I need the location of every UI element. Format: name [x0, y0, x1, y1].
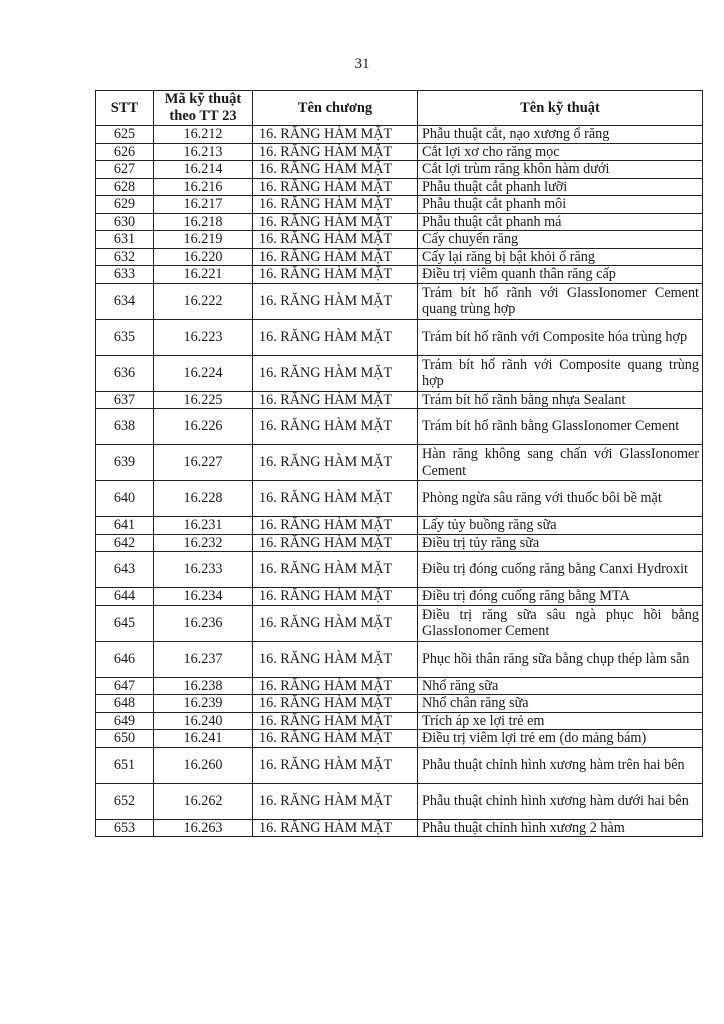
- table-row: [96, 231, 703, 249]
- table-row: [96, 730, 703, 748]
- cell-chapter: 16. RĂNG HÀM MẶT: [253, 517, 418, 535]
- cell-stt: 633: [96, 266, 154, 284]
- cell-chapter: 16. RĂNG HÀM MẶT: [253, 283, 418, 319]
- table-row: [96, 445, 703, 481]
- cell-stt: 647: [96, 677, 154, 695]
- cell-code: 16.216: [154, 178, 253, 196]
- cell-technique: Điều trị viêm lợi trẻ em (do mảng bám): [418, 730, 703, 748]
- table-row: [96, 712, 703, 730]
- cell-code: 16.231: [154, 517, 253, 535]
- table-row: [96, 552, 703, 588]
- cell-technique: Hàn răng không sang chấn với GlassIonomer Cement: [418, 445, 703, 481]
- cell-chapter: 16. RĂNG HÀM MẶT: [253, 819, 418, 837]
- cell-technique: Trám bít hố rãnh với Composite hóa trùng hợp: [418, 319, 703, 355]
- cell-chapter: 16. RĂNG HÀM MẶT: [253, 588, 418, 606]
- cell-code: 16.232: [154, 534, 253, 552]
- cell-technique: Lấy tủy buồng răng sữa: [418, 517, 703, 535]
- table-row: [96, 355, 703, 391]
- cell-stt: 627: [96, 161, 154, 179]
- cell-technique: Phẫu thuật chỉnh hình xương hàm trên hai bên: [418, 747, 703, 783]
- cell-stt: 642: [96, 534, 154, 552]
- cell-code: 16.236: [154, 605, 253, 641]
- cell-code: 16.260: [154, 747, 253, 783]
- cell-stt: 648: [96, 695, 154, 713]
- cell-chapter: 16. RĂNG HÀM MẶT: [253, 196, 418, 214]
- cell-chapter: 16. RĂNG HÀM MẶT: [253, 161, 418, 179]
- table-row: [96, 517, 703, 535]
- cell-technique: Trám bít hố rãnh với Composite quang trùng hợp: [418, 355, 703, 391]
- header-stt: STT: [96, 91, 154, 126]
- table-row: [96, 695, 703, 713]
- cell-code: 16.262: [154, 783, 253, 819]
- cell-technique: Trám bít hố rãnh bằng nhựa Sealant: [418, 391, 703, 409]
- cell-technique: Trám bít hố rãnh với GlassIonomer Cement quang trùng hợp: [418, 283, 703, 319]
- cell-chapter: 16. RĂNG HÀM MẶT: [253, 248, 418, 266]
- cell-code: 16.226: [154, 409, 253, 445]
- cell-technique: Điều trị răng sữa sâu ngà phục hồi bằng GlassIonomer Cement: [418, 605, 703, 641]
- cell-stt: 644: [96, 588, 154, 606]
- cell-technique: Điều trị viêm quanh thân răng cấp: [418, 266, 703, 284]
- cell-chapter: 16. RĂNG HÀM MẶT: [253, 409, 418, 445]
- cell-stt: 641: [96, 517, 154, 535]
- cell-code: 16.238: [154, 677, 253, 695]
- table-row: [96, 178, 703, 196]
- cell-stt: 638: [96, 409, 154, 445]
- cell-code: 16.237: [154, 641, 253, 677]
- cell-code: 16.263: [154, 819, 253, 837]
- cell-code: 16.234: [154, 588, 253, 606]
- cell-chapter: 16. RĂNG HÀM MẶT: [253, 481, 418, 517]
- cell-chapter: 16. RĂNG HÀM MẶT: [253, 747, 418, 783]
- cell-stt: 640: [96, 481, 154, 517]
- cell-stt: 650: [96, 730, 154, 748]
- cell-stt: 645: [96, 605, 154, 641]
- cell-code: 16.225: [154, 391, 253, 409]
- cell-code: 16.240: [154, 712, 253, 730]
- cell-chapter: 16. RĂNG HÀM MẶT: [253, 605, 418, 641]
- cell-technique: Phẫu thuật cắt phanh lưỡi: [418, 178, 703, 196]
- table-row: [96, 481, 703, 517]
- table-row: [96, 391, 703, 409]
- cell-code: 16.224: [154, 355, 253, 391]
- cell-stt: 651: [96, 747, 154, 783]
- cell-technique: Phẫu thuật cắt phanh môi: [418, 196, 703, 214]
- cell-technique: Phẫu thuật chỉnh hình xương 2 hàm: [418, 819, 703, 837]
- cell-chapter: 16. RĂNG HÀM MẶT: [253, 231, 418, 249]
- cell-stt: 631: [96, 231, 154, 249]
- table-row: [96, 747, 703, 783]
- cell-technique: Trích áp xe lợi trẻ em: [418, 712, 703, 730]
- cell-chapter: 16. RĂNG HÀM MẶT: [253, 641, 418, 677]
- cell-technique: Phẫu thuật cắt phanh má: [418, 213, 703, 231]
- cell-technique: Điều trị đóng cuống răng bằng MTA: [418, 588, 703, 606]
- cell-chapter: 16. RĂNG HÀM MẶT: [253, 266, 418, 284]
- cell-technique: Điều trị tủy răng sữa: [418, 534, 703, 552]
- table-row: [96, 605, 703, 641]
- header-technique: Tên kỹ thuật: [418, 91, 703, 126]
- table-row: [96, 196, 703, 214]
- cell-code: 16.223: [154, 319, 253, 355]
- cell-code: 16.227: [154, 445, 253, 481]
- table-row: [96, 213, 703, 231]
- cell-chapter: 16. RĂNG HÀM MẶT: [253, 178, 418, 196]
- cell-code: 16.217: [154, 196, 253, 214]
- cell-stt: 649: [96, 712, 154, 730]
- table-row: [96, 409, 703, 445]
- cell-stt: 635: [96, 319, 154, 355]
- cell-chapter: 16. RĂNG HÀM MẶT: [253, 695, 418, 713]
- cell-stt: 652: [96, 783, 154, 819]
- cell-technique: Cấy chuyển răng: [418, 231, 703, 249]
- cell-code: 16.218: [154, 213, 253, 231]
- cell-code: 16.212: [154, 126, 253, 144]
- cell-chapter: 16. RĂNG HÀM MẶT: [253, 783, 418, 819]
- cell-chapter: 16. RĂNG HÀM MẶT: [253, 712, 418, 730]
- cell-chapter: 16. RĂNG HÀM MẶT: [253, 319, 418, 355]
- cell-chapter: 16. RĂNG HÀM MẶT: [253, 355, 418, 391]
- cell-stt: 646: [96, 641, 154, 677]
- cell-code: 16.213: [154, 143, 253, 161]
- cell-chapter: 16. RĂNG HÀM MẶT: [253, 391, 418, 409]
- cell-technique: Phẫu thuật cắt, nạo xương ổ răng: [418, 126, 703, 144]
- cell-code: 16.233: [154, 552, 253, 588]
- cell-code: 16.219: [154, 231, 253, 249]
- table-row: [96, 319, 703, 355]
- cell-technique: Cắt lợi xơ cho răng mọc: [418, 143, 703, 161]
- cell-stt: 643: [96, 552, 154, 588]
- cell-chapter: 16. RĂNG HÀM MẶT: [253, 677, 418, 695]
- cell-chapter: 16. RĂNG HÀM MẶT: [253, 143, 418, 161]
- cell-chapter: 16. RĂNG HÀM MẶT: [253, 126, 418, 144]
- cell-stt: 634: [96, 283, 154, 319]
- cell-chapter: 16. RĂNG HÀM MẶT: [253, 730, 418, 748]
- table-row: [96, 534, 703, 552]
- cell-technique: Nhổ răng sữa: [418, 677, 703, 695]
- cell-stt: 639: [96, 445, 154, 481]
- techniques-table: [95, 90, 703, 837]
- cell-code: 16.241: [154, 730, 253, 748]
- cell-technique: Phục hồi thân răng sữa bằng chụp thép làm sẵn: [418, 641, 703, 677]
- cell-technique: Điều trị đóng cuống răng bằng Canxi Hydroxit: [418, 552, 703, 588]
- cell-code: 16.228: [154, 481, 253, 517]
- cell-technique: Cấy lại răng bị bật khỏi ổ răng: [418, 248, 703, 266]
- cell-stt: 636: [96, 355, 154, 391]
- table-row: [96, 248, 703, 266]
- table-row: [96, 143, 703, 161]
- cell-chapter: 16. RĂNG HÀM MẶT: [253, 213, 418, 231]
- cell-technique: Phẫu thuật chỉnh hình xương hàm dưới hai bên: [418, 783, 703, 819]
- header-code: Mã kỹ thuật theo TT 23: [154, 91, 253, 126]
- cell-technique: Trám bít hố rãnh bằng GlassIonomer Cement: [418, 409, 703, 445]
- cell-code: 16.239: [154, 695, 253, 713]
- cell-code: 16.222: [154, 283, 253, 319]
- table-body: [96, 126, 703, 837]
- cell-code: 16.220: [154, 248, 253, 266]
- cell-stt: 630: [96, 213, 154, 231]
- cell-code: 16.214: [154, 161, 253, 179]
- cell-stt: 653: [96, 819, 154, 837]
- cell-technique: Cắt lợi trùm răng khôn hàm dưới: [418, 161, 703, 179]
- cell-technique: Phòng ngừa sâu răng với thuốc bôi bề mặt: [418, 481, 703, 517]
- cell-stt: 625: [96, 126, 154, 144]
- cell-stt: 626: [96, 143, 154, 161]
- header-chapter: Tên chương: [253, 91, 418, 126]
- table-row: [96, 126, 703, 144]
- cell-chapter: 16. RĂNG HÀM MẶT: [253, 534, 418, 552]
- cell-code: 16.221: [154, 266, 253, 284]
- cell-technique: Nhổ chân răng sữa: [418, 695, 703, 713]
- table-header: [96, 91, 703, 126]
- cell-stt: 632: [96, 248, 154, 266]
- table-row: [96, 641, 703, 677]
- table-row: [96, 819, 703, 837]
- table-row: [96, 266, 703, 284]
- table-row: [96, 677, 703, 695]
- cell-stt: 629: [96, 196, 154, 214]
- table-row: [96, 283, 703, 319]
- cell-chapter: 16. RĂNG HÀM MẶT: [253, 445, 418, 481]
- cell-chapter: 16. RĂNG HÀM MẶT: [253, 552, 418, 588]
- header-row: [96, 91, 703, 126]
- page-number: 31: [354, 56, 370, 72]
- cell-stt: 628: [96, 178, 154, 196]
- cell-stt: 637: [96, 391, 154, 409]
- table-row: [96, 161, 703, 179]
- table-row: [96, 588, 703, 606]
- table-row: [96, 783, 703, 819]
